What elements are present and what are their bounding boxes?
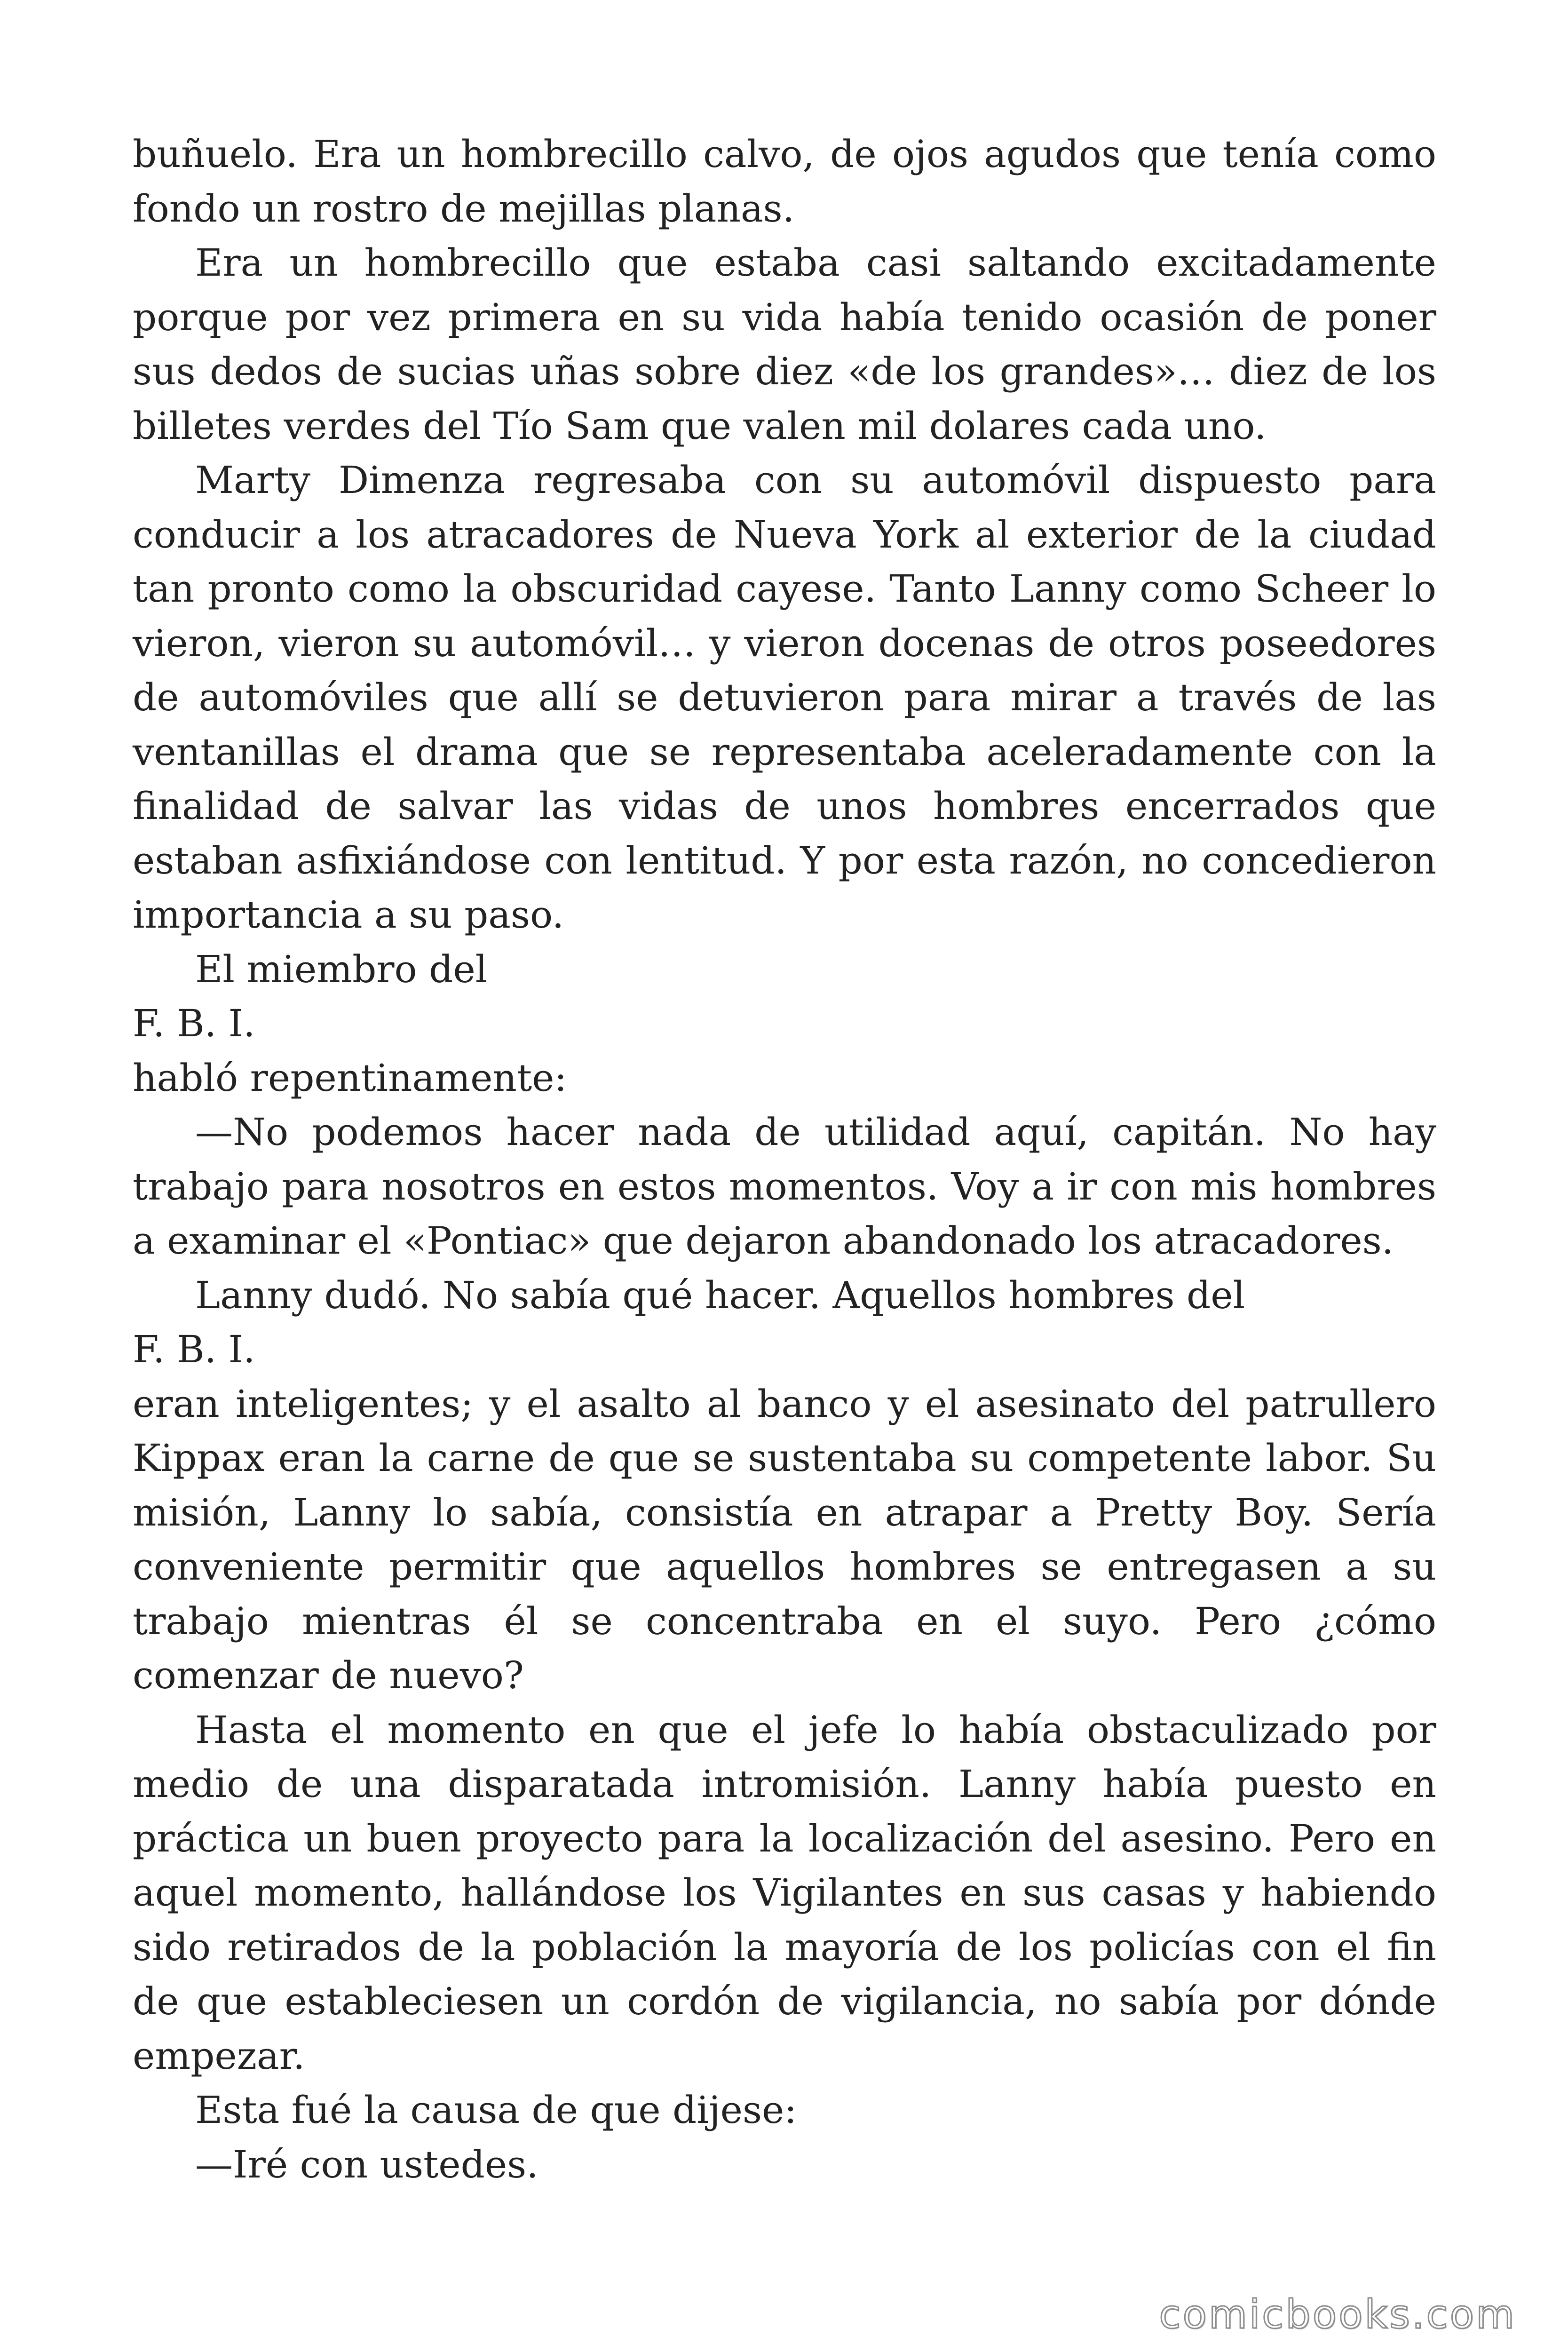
paragraph-6: habló repentinamente: bbox=[133, 1056, 567, 1100]
paragraph-3: Marty Dimenza regresaba con su automóvil dispuesto para conducir a los atracadores de Nueva York al exterior de la ciudad tan pronto como la obscuridad cayese. Tanto Lanny como Scheer lo vieron, vieron su automóvil… y vieron docenas de otros poseedores de automóviles que allí se detuvieron para mirar a través de las ventanillas el drama que se representaba aceleradamente con la finalidad de salvar las vidas de unos hombres encerrados que estaban asfixiándose con lentitud. Y por esta razón, no concedieron importancia a su paso. bbox=[133, 458, 1436, 937]
watermark-logo: comicbooks.com bbox=[1159, 2291, 1516, 2337]
body-text bbox=[133, 127, 1436, 2192]
paragraph-1: buñuelo. Era un hombrecillo calvo, de ojos agudos que tenía como fondo un rostro de mejillas planas. bbox=[133, 132, 1436, 230]
paragraph-13: —Iré con ustedes. bbox=[195, 2142, 539, 2186]
paragraph-4: El miembro del bbox=[195, 947, 488, 991]
paragraph-2: Era un hombrecillo que estaba casi saltando excitadamente porque por vez primera en su vida había tenido ocasión de poner sus dedos de sucias uñas sobre diez «de los grandes»… diez de los billetes verdes del Tío Sam que valen mil dolares cada uno. bbox=[133, 241, 1436, 448]
paragraph-9: F. B. I. bbox=[133, 1327, 255, 1371]
paragraph-11: Hasta el momento en que el jefe lo había obstaculizado por medio de una disparatada intromisión. Lanny había puesto en práctica un buen proyecto para la localización del asesino. Pero en aquel momento, hallándose los Vigilantes en sus casas y habiendo sido retirados de la población la mayoría de los policías con el fin de que estableciesen un cordón de vigilancia, no sabía por dónde empezar. bbox=[133, 1708, 1436, 2078]
paragraph-10: eran inteligentes; y el asalto al banco y el asesinato del patrullero Kippax eran la carne de que se sustentaba su competente labor. Su misión, Lanny lo sabía, consistía en atrapar a Pretty Boy. Sería conveniente permitir que aquellos hombres se entregasen a su trabajo mientras él se concentraba en el suyo. Pero ¿cómo comenzar de nuevo? bbox=[133, 1382, 1436, 1697]
paragraph-12: Esta fué la causa de que dijese: bbox=[195, 2088, 797, 2132]
paragraph-5: F. B. I. bbox=[133, 1001, 255, 1045]
paragraph-7: —No podemos hacer nada de utilidad aquí, capitán. No hay trabajo para nosotros en estos momentos. Voy a ir con mis hombres a examinar el «Pontiac» que dejaron abandonado los atracadores. bbox=[133, 1110, 1436, 1263]
paragraph-8: Lanny dudó. No sabía qué hacer. Aquellos hombres del bbox=[195, 1273, 1245, 1317]
